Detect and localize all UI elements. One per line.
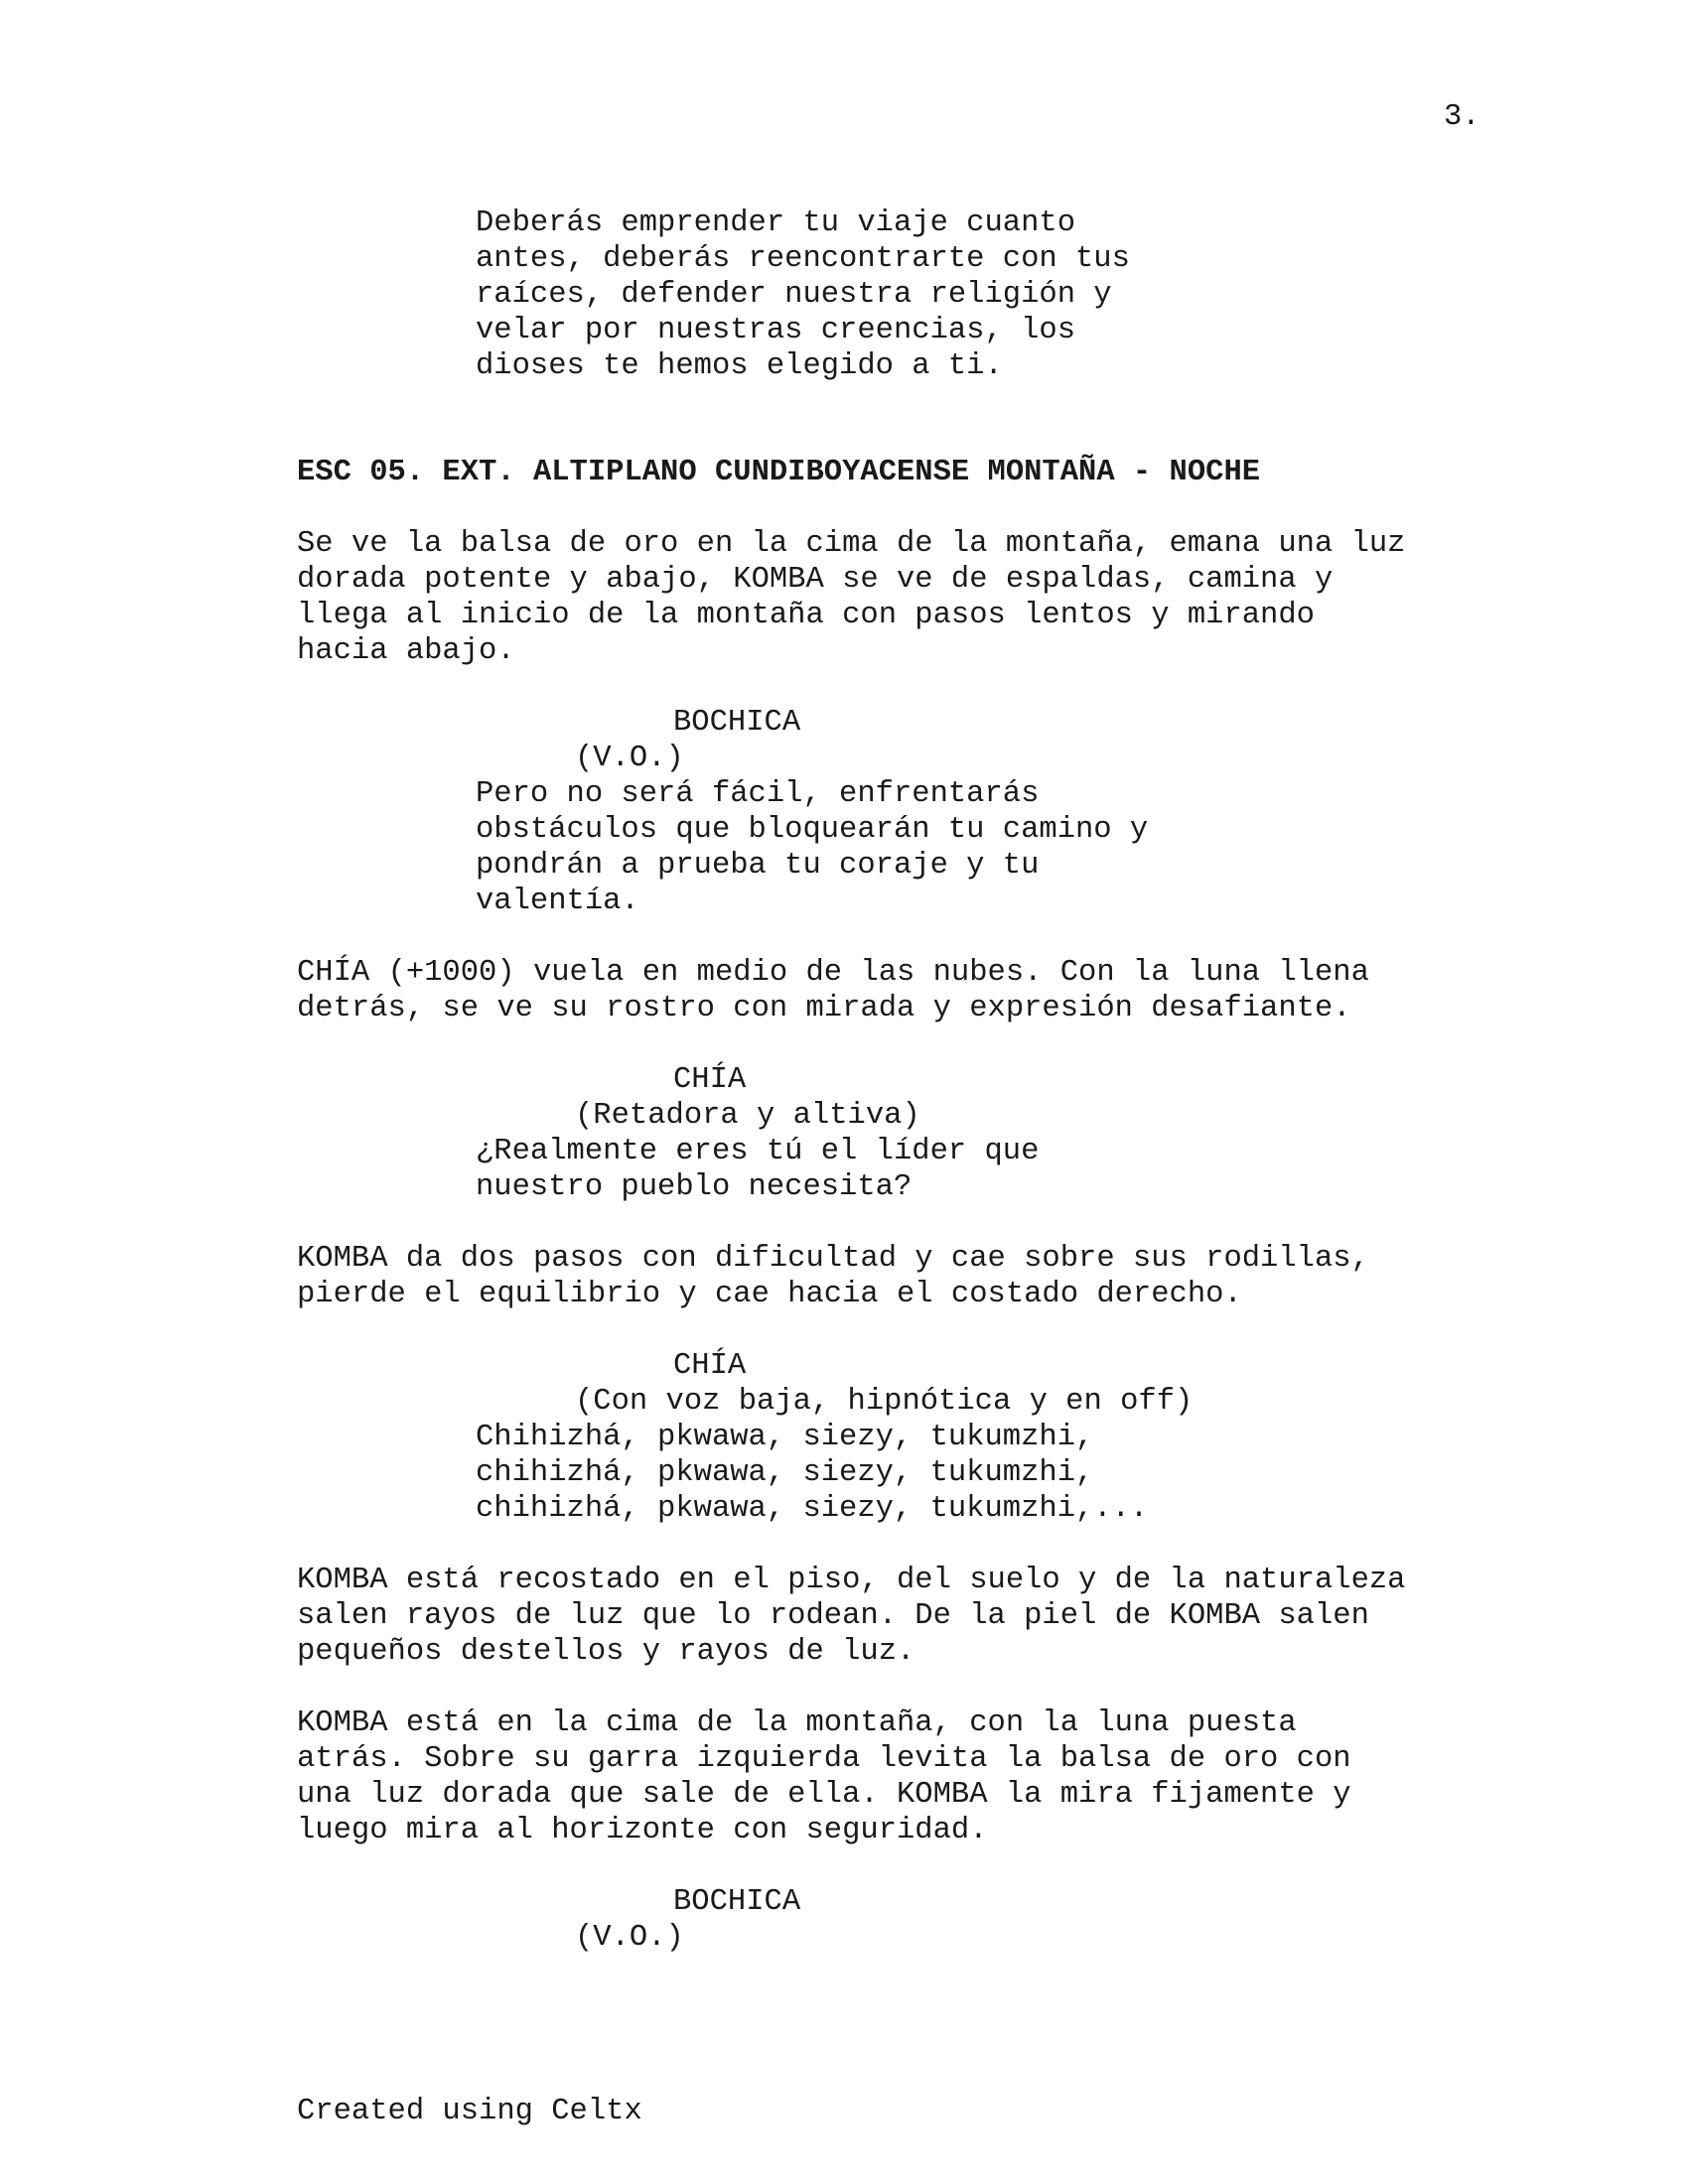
character-name: CHÍA [673, 1349, 747, 1383]
dialogue-line: valentía. [476, 885, 639, 918]
parenthetical: (Retadora y altiva) [575, 1099, 920, 1133]
dialogue-line: velar por nuestras creencias, los [476, 314, 1075, 347]
dialogue-line: pondrán a prueba tu coraje y tu [476, 849, 1040, 883]
character-name: CHÍA [673, 1063, 747, 1097]
action-line: CHÍA (+1000) vuela en medio de las nubes. Con la luna llena [297, 956, 1369, 990]
page-number: 3. [1444, 100, 1480, 134]
dialogue-line: Chihizhá, pkwawa, siezy, tukumzhi, [476, 1421, 1094, 1454]
character-name: BOCHICA [673, 706, 801, 740]
dialogue-line: Deberás emprender tu viaje cuanto [476, 206, 1075, 240]
dialogue-line: chihizhá, pkwawa, siezy, tukumzhi, [476, 1456, 1094, 1490]
action-line: KOMBA da dos pasos con dificultad y cae sobre sus rodillas, [297, 1242, 1369, 1276]
dialogue-line: nuestro pueblo necesita? [476, 1170, 913, 1204]
action-line: salen rayos de luz que lo rodean. De la piel de KOMBA salen [297, 1599, 1369, 1633]
parenthetical: (V.O.) [575, 1921, 684, 1955]
character-name: BOCHICA [673, 1885, 801, 1919]
parenthetical: (V.O.) [575, 742, 684, 775]
action-line: luego mira al horizonte con seguridad. [297, 1814, 988, 1847]
dialogue-line: Pero no será fácil, enfrentarás [476, 777, 1040, 811]
dialogue-line: obstáculos que bloquearán tu camino y [476, 813, 1149, 847]
dialogue-line: raíces, defender nuestra religión y [476, 278, 1112, 312]
action-line: Se ve la balsa de oro en la cima de la montaña, emana una luz [297, 527, 1406, 561]
action-line: pierde el equilibrio y cae hacia el costado derecho. [297, 1278, 1242, 1311]
action-line: hacia abajo. [297, 634, 515, 668]
action-line: llega al inicio de la montaña con pasos lentos y mirando [297, 599, 1315, 632]
parenthetical: (Con voz baja, hipnótica y en off) [575, 1385, 1194, 1419]
dialogue-line: chihizhá, pkwawa, siezy, tukumzhi,... [476, 1492, 1149, 1526]
dialogue-line: dioses te hemos elegido a ti. [476, 349, 1003, 383]
action-line: KOMBA está en la cima de la montaña, con la luna puesta [297, 1706, 1297, 1740]
action-line: pequeños destellos y rayos de luz. [297, 1635, 915, 1669]
action-line: KOMBA está recostado en el piso, del suelo y de la naturaleza [297, 1564, 1406, 1597]
action-line: detrás, se ve su rostro con mirada y expresión desafiante. [297, 992, 1351, 1025]
scene-heading: ESC 05. EXT. ALTIPLANO CUNDIBOYACENSE MONTAÑA - NOCHE [297, 456, 1261, 489]
action-line: dorada potente y abajo, KOMBA se ve de espaldas, camina y [297, 563, 1334, 597]
action-line: una luz dorada que sale de ella. KOMBA la mira fijamente y [297, 1778, 1351, 1812]
action-line: atrás. Sobre su garra izquierda levita la balsa de oro con [297, 1742, 1351, 1776]
footer-credit: Created using Celtx [297, 2095, 642, 2128]
dialogue-line: ¿Realmente eres tú el líder que [476, 1135, 1040, 1168]
dialogue-line: antes, deberás reencontrarte con tus [476, 242, 1130, 276]
